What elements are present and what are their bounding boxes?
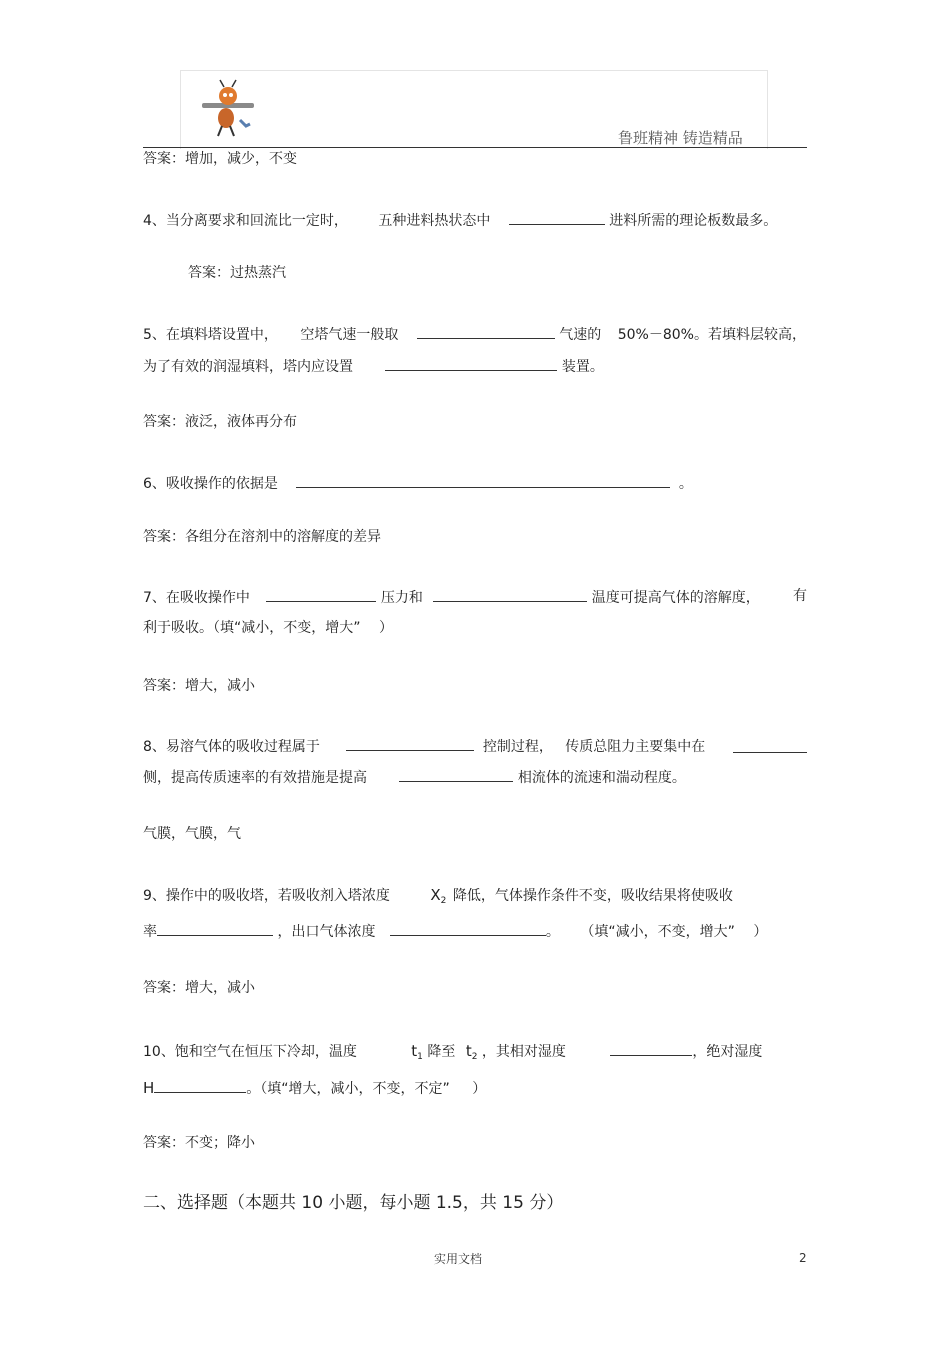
answer-3: 答案：增加，减少，不变 [143, 151, 297, 167]
question-7-text-b: 压力和 [380, 590, 423, 606]
ant-mascot-logo [196, 76, 262, 142]
question-8-text-c: 传质总阻力主要集中在 [565, 739, 706, 755]
question-10-text-f: 。（填“增大，减小，不变，不定” [246, 1081, 450, 1097]
question-8-text-a: 8、易溶气体的吸收过程属于 [143, 739, 320, 755]
question-9-text-f: （填“减小，不变，增大” [580, 924, 735, 940]
question-8-blank-1 [346, 736, 474, 751]
question-9-line-2 [143, 921, 767, 941]
question-5-blank-2 [385, 356, 557, 371]
question-4 [143, 210, 777, 230]
header-rule [143, 147, 807, 148]
question-10-text-g: ） [472, 1081, 487, 1097]
question-5-text-f: 装置。 [561, 359, 604, 375]
header-slogan: 鲁班精神 铸造精品 [618, 129, 743, 147]
question-10-text-d: ，绝对湿度 [692, 1044, 763, 1060]
question-8-blank-2 [733, 738, 807, 753]
question-7-blank-2 [433, 587, 587, 602]
question-10-var-t2-sub: 2 [471, 1052, 478, 1062]
question-6-blank [296, 473, 670, 488]
question-9-line-1 [143, 886, 733, 910]
question-7-line-1 [143, 587, 807, 607]
question-8-text-d: 侧，提高传质速率的有效措施是提高 [143, 770, 367, 786]
question-9-text-a: 9、操作中的吸收塔，若吸收剂入塔浓度 [143, 888, 390, 904]
question-8-line-2 [143, 767, 686, 787]
question-10-text-a: 10、饱和空气在恒压下冷却，温度 [143, 1044, 357, 1060]
question-7-text-d: 有 [793, 588, 807, 604]
footer-label: 实用文档 [434, 1252, 483, 1266]
question-10-line-2 [143, 1078, 486, 1098]
answer-6: 答案：各组分在溶剂中的溶解度的差异 [143, 529, 381, 545]
question-10-line-1 [143, 1041, 762, 1066]
question-10-blank-2 [154, 1078, 246, 1093]
question-5-text-d: 50%－80%。若填料层较高， [617, 327, 806, 343]
answer-4: 答案：过热蒸汽 [188, 265, 286, 281]
question-7-blank-1 [266, 587, 376, 602]
question-9-text-b: 降低，气体操作条件不变，吸收结果将使吸收 [452, 888, 733, 904]
section-2-heading: 二、选择题（本题共 10 小题，每小题 1.5，共 15 分） [143, 1193, 564, 1213]
question-9-text-d: ，出口气体浓度 [277, 924, 376, 940]
question-5-blank-1 [417, 324, 555, 339]
question-8-text-e: 相流体的流速和湍动程度。 [517, 770, 686, 786]
question-5-text-a: 5、在填料塔设置中， [143, 327, 278, 343]
question-9-blank-2 [390, 921, 546, 936]
question-9-text-e: 。 [545, 924, 560, 940]
question-10-blank-1 [610, 1041, 692, 1056]
question-7-text-a: 7、在吸收操作中 [143, 590, 250, 606]
question-5-text-e: 为了有效的润湿填料，塔内应设置 [143, 359, 353, 375]
question-5-line-1 [143, 324, 806, 344]
question-5-text-c: 气速的 [559, 327, 602, 343]
question-9-var-x-sub: 2 [440, 896, 447, 906]
question-7-text-f: ） [378, 620, 393, 636]
question-10-var-t2: t [465, 1042, 472, 1060]
question-7-text-e: 利于吸收。（填“减小，不变，增大” [143, 620, 361, 636]
question-10-text-c: ，其相对湿度 [481, 1044, 566, 1060]
question-8-line-1 [143, 736, 807, 756]
answer-5: 答案：液泛，液体再分布 [143, 414, 297, 430]
question-6 [143, 473, 693, 493]
answer-9: 答案：增大，减小 [143, 980, 255, 996]
question-9-blank-1 [157, 921, 273, 936]
question-10-var-h: H [143, 1079, 155, 1097]
question-4-blank [509, 210, 605, 225]
question-7-line-2 [143, 619, 393, 637]
answer-8: 气膜，气膜，气 [143, 826, 241, 842]
question-6-text-b: 。 [678, 476, 693, 492]
question-9-var-x: X [430, 886, 441, 904]
question-5-line-2 [143, 356, 604, 376]
question-8-blank-3 [399, 767, 513, 782]
question-10-var-t1-sub: 1 [417, 1052, 423, 1062]
page-number: 2 [799, 1251, 807, 1265]
question-10-text-b: 降至 [427, 1044, 456, 1060]
answer-10: 答案：不变；降小 [143, 1135, 255, 1151]
question-7-text-c: 温度可提高气体的溶解度， [591, 590, 760, 606]
question-8-text-b: 控制过程， [482, 739, 553, 755]
question-4-text-c: 进料所需的理论板数最多。 [609, 213, 778, 229]
question-10-var-t1: t [411, 1042, 418, 1060]
question-5-text-b: 空塔气速一般取 [300, 327, 399, 343]
question-4-text-b: 五种进料热状态中 [378, 213, 491, 229]
question-6-text-a: 6、吸收操作的依据是 [143, 476, 278, 492]
answer-7: 答案：增大，减小 [143, 678, 255, 694]
question-4-text-a: 4、当分离要求和回流比一定时， [143, 213, 348, 229]
question-9-text-c: 率 [143, 924, 157, 940]
question-9-text-g: ） [753, 924, 768, 940]
